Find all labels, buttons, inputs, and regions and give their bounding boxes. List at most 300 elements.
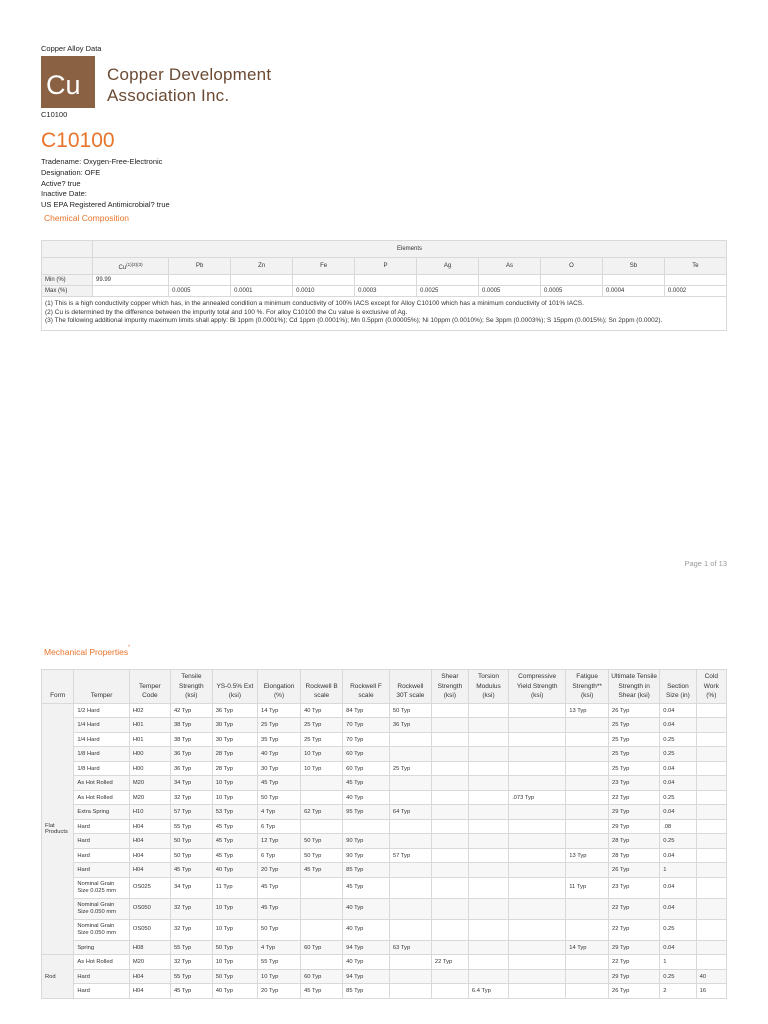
table-cell	[431, 718, 468, 733]
table-cell: H04	[129, 969, 170, 984]
table-cell: 64 Typ	[389, 805, 431, 820]
table-cell	[431, 805, 468, 820]
element-footnote-ref: (1)(2)(3)	[126, 261, 143, 267]
table-cell: 40 Typ	[343, 898, 390, 919]
table-cell: 28 Typ	[212, 761, 257, 776]
table-cell	[509, 969, 566, 984]
table-cell: 40 Typ	[343, 955, 390, 970]
table-cell: 45 Typ	[301, 984, 343, 999]
table-cell: H04	[129, 984, 170, 999]
table-cell: Hard	[74, 848, 130, 863]
composition-cell: 0.0003	[355, 286, 417, 297]
table-cell: 6.4 Typ	[468, 984, 508, 999]
table-cell	[389, 834, 431, 849]
table-cell	[389, 984, 431, 999]
table-cell: 45 Typ	[258, 898, 301, 919]
table-cell	[431, 919, 468, 940]
table-cell: 22 Typ	[609, 955, 660, 970]
table-cell	[468, 969, 508, 984]
table-cell: 45 Typ	[258, 776, 301, 791]
table-cell	[509, 940, 566, 955]
table-cell	[696, 863, 726, 878]
table-row	[42, 898, 727, 919]
table-cell: 11 Typ	[212, 877, 257, 898]
composition-cell: 0.0004	[602, 286, 664, 297]
table-cell	[566, 984, 609, 999]
table-cell: 25 Typ	[258, 718, 301, 733]
table-cell: 45 Typ	[343, 877, 390, 898]
table-cell: 0.25	[660, 919, 696, 940]
table-cell	[431, 703, 468, 718]
table-cell: Hard	[74, 984, 130, 999]
table-cell: 20 Typ	[258, 984, 301, 999]
table-row	[42, 940, 727, 955]
chemical-composition-table	[41, 240, 727, 331]
table-cell: 10 Typ	[258, 969, 301, 984]
table-cell: 11 Typ	[566, 877, 609, 898]
tradename: Tradename: Oxygen-Free-Electronic	[41, 157, 163, 166]
table-row	[42, 703, 727, 718]
table-cell	[566, 969, 609, 984]
table-cell: 60 Typ	[343, 747, 390, 762]
table-row	[42, 969, 727, 984]
table-cell: As Hot Rolled	[74, 776, 130, 791]
table-cell: 50 Typ	[258, 790, 301, 805]
table-cell: 0.04	[660, 703, 696, 718]
composition-cell	[93, 286, 169, 297]
table-cell: 12 Typ	[258, 834, 301, 849]
table-cell	[389, 819, 431, 834]
table-cell: 40 Typ	[343, 919, 390, 940]
table-cell: 36 Typ	[170, 747, 212, 762]
table-cell	[468, 898, 508, 919]
table-cell: 45 Typ	[212, 848, 257, 863]
table-cell	[696, 848, 726, 863]
table-cell	[431, 776, 468, 791]
table-cell: 1/4 Hard	[74, 718, 130, 733]
corner-cell	[42, 241, 93, 258]
table-cell	[566, 898, 609, 919]
table-cell: 1	[660, 863, 696, 878]
table-row	[42, 776, 727, 791]
table-cell: 38 Typ	[170, 718, 212, 733]
table-cell: 55 Typ	[170, 819, 212, 834]
table-cell: 14 Typ	[566, 940, 609, 955]
table-cell	[696, 747, 726, 762]
table-cell: M20	[129, 790, 170, 805]
table-cell: 60 Typ	[301, 940, 343, 955]
column-header: Torsion Modulus (ksi)	[468, 670, 508, 704]
form-cell: Flat Products	[42, 703, 74, 955]
table-cell: 1/8 Hard	[74, 761, 130, 776]
table-cell: 0.04	[660, 848, 696, 863]
column-header: Elongation (%)	[258, 670, 301, 704]
alloy-metadata	[41, 157, 170, 211]
table-cell: 10 Typ	[212, 898, 257, 919]
table-cell: H01	[129, 718, 170, 733]
table-row	[42, 761, 727, 776]
table-cell: M20	[129, 776, 170, 791]
table-cell: 70 Typ	[343, 732, 390, 747]
table-cell: 36 Typ	[170, 761, 212, 776]
table-cell: 50 Typ	[212, 940, 257, 955]
table-cell	[431, 819, 468, 834]
table-row	[42, 848, 727, 863]
table-cell: H04	[129, 848, 170, 863]
table-cell: .073 Typ	[509, 790, 566, 805]
table-cell: Nominal Grain Size 0.050 mm	[74, 919, 130, 940]
table-cell	[301, 790, 343, 805]
table-row	[42, 877, 727, 898]
table-cell	[468, 703, 508, 718]
table-row	[42, 819, 727, 834]
table-cell	[468, 776, 508, 791]
table-cell	[509, 718, 566, 733]
table-cell	[301, 877, 343, 898]
epa-status: US EPA Registered Antimicrobial? true	[41, 200, 170, 210]
table-cell	[696, 761, 726, 776]
table-cell: 16	[696, 984, 726, 999]
table-cell: 34 Typ	[170, 776, 212, 791]
table-row	[42, 919, 727, 940]
table-cell: Hard	[74, 969, 130, 984]
composition-cell: 0.0005	[540, 286, 602, 297]
table-cell	[431, 863, 468, 878]
table-cell	[468, 819, 508, 834]
table-cell: Nominal Grain Size 0.025 mm	[74, 877, 130, 898]
column-header: Form	[42, 670, 74, 704]
table-cell: 30 Typ	[258, 761, 301, 776]
table-cell	[696, 732, 726, 747]
table-cell	[431, 940, 468, 955]
table-cell: 13 Typ	[566, 848, 609, 863]
table-cell	[566, 863, 609, 878]
table-cell	[566, 805, 609, 820]
table-cell: Hard	[74, 834, 130, 849]
table-cell: As Hot Rolled	[74, 790, 130, 805]
table-cell	[468, 919, 508, 940]
composition-cell: 0.0025	[417, 286, 479, 297]
table-cell: 26 Typ	[609, 984, 660, 999]
table-cell	[509, 761, 566, 776]
table-row	[42, 863, 727, 878]
table-cell: 10 Typ	[301, 761, 343, 776]
table-row	[42, 747, 727, 762]
table-cell: 26 Typ	[609, 863, 660, 878]
table-cell: 28 Typ	[212, 747, 257, 762]
table-cell	[389, 955, 431, 970]
table-cell	[468, 834, 508, 849]
table-cell	[468, 848, 508, 863]
table-cell	[696, 718, 726, 733]
table-cell	[468, 761, 508, 776]
column-header: Section Size (in)	[660, 670, 696, 704]
element-header: Te	[664, 258, 726, 275]
element-header: P	[355, 258, 417, 275]
table-cell: 50 Typ	[258, 919, 301, 940]
table-cell	[566, 790, 609, 805]
table-cell	[468, 955, 508, 970]
table-cell: H00	[129, 747, 170, 762]
column-header: Rockwell B scale	[301, 670, 343, 704]
table-cell: 32 Typ	[170, 919, 212, 940]
composition-cell: 0.0001	[231, 286, 293, 297]
table-cell: 40 Typ	[343, 790, 390, 805]
table-cell: 10 Typ	[212, 776, 257, 791]
table-cell: 45 Typ	[258, 877, 301, 898]
composition-cell	[540, 275, 602, 286]
table-cell	[301, 955, 343, 970]
table-cell	[566, 955, 609, 970]
table-cell	[566, 776, 609, 791]
document-label: Copper Alloy Data	[41, 44, 102, 53]
inactive-date: Inactive Date:	[41, 189, 87, 199]
table-cell: 30 Typ	[212, 718, 257, 733]
table-cell	[566, 834, 609, 849]
table-cell: 29 Typ	[609, 969, 660, 984]
table-cell: H04	[129, 863, 170, 878]
table-cell	[696, 805, 726, 820]
table-cell: 20 Typ	[258, 863, 301, 878]
composition-row	[42, 286, 727, 297]
table-cell	[566, 761, 609, 776]
table-cell	[509, 747, 566, 762]
table-cell: 40 Typ	[212, 863, 257, 878]
table-cell: 22 Typ	[609, 790, 660, 805]
table-cell: 38 Typ	[170, 732, 212, 747]
table-cell: H08	[129, 940, 170, 955]
table-cell: 0.04	[660, 718, 696, 733]
table-cell	[509, 805, 566, 820]
table-cell	[389, 877, 431, 898]
table-cell: 13 Typ	[566, 703, 609, 718]
table-cell: 53 Typ	[212, 805, 257, 820]
table-cell	[389, 747, 431, 762]
table-cell: 1/2 Hard	[74, 703, 130, 718]
page-number: Page 1 of 13	[684, 559, 727, 568]
table-cell: 70 Typ	[343, 718, 390, 733]
table-cell: 90 Typ	[343, 848, 390, 863]
composition-cell	[169, 275, 231, 286]
table-cell	[389, 969, 431, 984]
table-cell	[431, 848, 468, 863]
table-cell	[696, 940, 726, 955]
table-cell: OS050	[129, 919, 170, 940]
note-3: (3) The following additional impurity maximum limits shall apply: Bi 1ppm (0.0001%); Cd 1ppm (0.0001%); Mn 0.5ppm (0.00005%); Ni 10ppm (0.0010%); Se 3ppm (0.0003%); S 15ppm (0.0015%); Sn 2ppm (0.0002).	[45, 317, 663, 324]
table-cell: 45 Typ	[170, 863, 212, 878]
alloy-title: C10100	[41, 129, 115, 152]
table-cell: 0.25	[660, 834, 696, 849]
mechanical-properties-table	[41, 669, 727, 999]
mechanical-header-row	[42, 670, 727, 704]
table-cell: 30 Typ	[212, 732, 257, 747]
table-cell: 85 Typ	[343, 863, 390, 878]
table-cell: 10 Typ	[301, 747, 343, 762]
alloy-code-label: C10100	[41, 110, 68, 119]
table-cell: 50 Typ	[212, 969, 257, 984]
table-cell: 94 Typ	[343, 969, 390, 984]
table-cell	[301, 919, 343, 940]
composition-cell: 0.0005	[479, 286, 541, 297]
table-cell	[696, 834, 726, 849]
table-cell	[431, 877, 468, 898]
table-cell: 4 Typ	[258, 940, 301, 955]
table-cell	[301, 819, 343, 834]
table-cell	[468, 877, 508, 898]
table-cell: 50 Typ	[301, 834, 343, 849]
table-cell: 1/4 Hard	[74, 732, 130, 747]
table-cell	[468, 940, 508, 955]
table-cell: 62 Typ	[301, 805, 343, 820]
corner-cell	[42, 258, 93, 275]
table-cell: 4 Typ	[258, 805, 301, 820]
table-row	[42, 834, 727, 849]
table-cell: 0.04	[660, 805, 696, 820]
table-row	[42, 805, 727, 820]
table-cell: H00	[129, 761, 170, 776]
table-cell: 23 Typ	[609, 877, 660, 898]
element-header: Sb	[602, 258, 664, 275]
table-cell	[389, 863, 431, 878]
table-cell	[509, 863, 566, 878]
table-cell	[696, 877, 726, 898]
table-cell	[696, 898, 726, 919]
table-cell: 94 Typ	[343, 940, 390, 955]
table-cell	[431, 761, 468, 776]
table-cell	[431, 898, 468, 919]
table-cell: 0.04	[660, 761, 696, 776]
table-cell: 55 Typ	[170, 940, 212, 955]
table-cell: 1	[660, 955, 696, 970]
table-cell	[509, 919, 566, 940]
table-cell: 40 Typ	[258, 747, 301, 762]
table-cell: 28 Typ	[609, 834, 660, 849]
table-cell: 50 Typ	[389, 703, 431, 718]
table-cell: 25 Typ	[301, 732, 343, 747]
table-row	[42, 732, 727, 747]
table-cell	[468, 732, 508, 747]
table-row	[42, 984, 727, 999]
table-cell	[468, 863, 508, 878]
table-cell: 45 Typ	[343, 776, 390, 791]
composition-cell	[355, 275, 417, 286]
composition-cell: 99.99	[93, 275, 169, 286]
table-cell: Hard	[74, 819, 130, 834]
table-cell	[509, 819, 566, 834]
column-header: Rockwell 30T scale	[389, 670, 431, 704]
column-header: Shear Strength (ksi)	[431, 670, 468, 704]
logo-symbol: Cu	[46, 70, 81, 100]
column-header: Compressive Yield Strength (ksi)	[509, 670, 566, 704]
table-cell: 60 Typ	[343, 761, 390, 776]
table-cell	[431, 747, 468, 762]
table-cell: 63 Typ	[389, 940, 431, 955]
form-cell: Rod	[42, 955, 74, 999]
composition-cell: 0.0005	[169, 286, 231, 297]
element-header: Pb	[169, 258, 231, 275]
table-cell: 23 Typ	[609, 776, 660, 791]
table-cell: 29 Typ	[609, 819, 660, 834]
table-cell	[566, 732, 609, 747]
table-cell	[696, 919, 726, 940]
table-cell: 2	[660, 984, 696, 999]
table-cell: 25 Typ	[609, 761, 660, 776]
table-cell: 32 Typ	[170, 790, 212, 805]
table-row	[42, 955, 727, 970]
org-line-1: Copper Development	[107, 65, 272, 84]
table-cell: 26 Typ	[609, 703, 660, 718]
element-header: O	[540, 258, 602, 275]
table-cell: Hard	[74, 863, 130, 878]
column-header: Temper Code	[129, 670, 170, 704]
table-cell	[389, 732, 431, 747]
table-cell: 0.25	[660, 790, 696, 805]
designation: Designation: OFE	[41, 167, 101, 177]
table-cell: 42 Typ	[170, 703, 212, 718]
table-cell	[468, 790, 508, 805]
mechanical-title-mark: *	[128, 644, 131, 651]
table-cell: 10 Typ	[212, 919, 257, 940]
organization-name	[107, 64, 271, 106]
table-cell: 0.04	[660, 898, 696, 919]
table-cell: 32 Typ	[170, 955, 212, 970]
table-cell: 0.25	[660, 732, 696, 747]
table-cell: 35 Typ	[258, 732, 301, 747]
table-cell	[468, 805, 508, 820]
table-cell: 14 Typ	[258, 703, 301, 718]
table-cell: 0.04	[660, 940, 696, 955]
column-header: Rockwell F scale	[343, 670, 390, 704]
table-cell	[509, 834, 566, 849]
table-cell	[509, 984, 566, 999]
mechanical-properties-title	[44, 642, 130, 660]
table-row	[42, 718, 727, 733]
table-cell: 29 Typ	[609, 805, 660, 820]
element-header: Zn	[231, 258, 293, 275]
table-cell: Spring	[74, 940, 130, 955]
table-cell	[509, 703, 566, 718]
table-cell: H04	[129, 819, 170, 834]
table-cell	[566, 747, 609, 762]
element-header: As	[479, 258, 541, 275]
table-cell: Extra Spring	[74, 805, 130, 820]
composition-cell	[664, 275, 726, 286]
table-cell: 22 Typ	[609, 919, 660, 940]
table-cell	[509, 776, 566, 791]
table-cell: 45 Typ	[301, 863, 343, 878]
table-cell: 95 Typ	[343, 805, 390, 820]
table-cell: 29 Typ	[609, 940, 660, 955]
column-header: Fatigue Strength** (ksi)	[566, 670, 609, 704]
column-header: Temper	[74, 670, 130, 704]
table-cell	[389, 790, 431, 805]
composition-cell	[231, 275, 293, 286]
table-cell	[566, 718, 609, 733]
element-header: $Cu^{(1)(2)(3)}$	[93, 258, 169, 275]
table-cell: 84 Typ	[343, 703, 390, 718]
element-header: Fe	[293, 258, 355, 275]
table-cell: 0.25	[660, 969, 696, 984]
active-status: Active? true	[41, 178, 81, 188]
table-cell	[509, 898, 566, 919]
composition-row	[42, 275, 727, 286]
table-cell: Nominal Grain Size 0.050 mm	[74, 898, 130, 919]
table-cell	[431, 790, 468, 805]
cda-logo	[41, 56, 95, 108]
table-row	[42, 790, 727, 805]
table-cell	[509, 877, 566, 898]
table-cell: H04	[129, 834, 170, 849]
